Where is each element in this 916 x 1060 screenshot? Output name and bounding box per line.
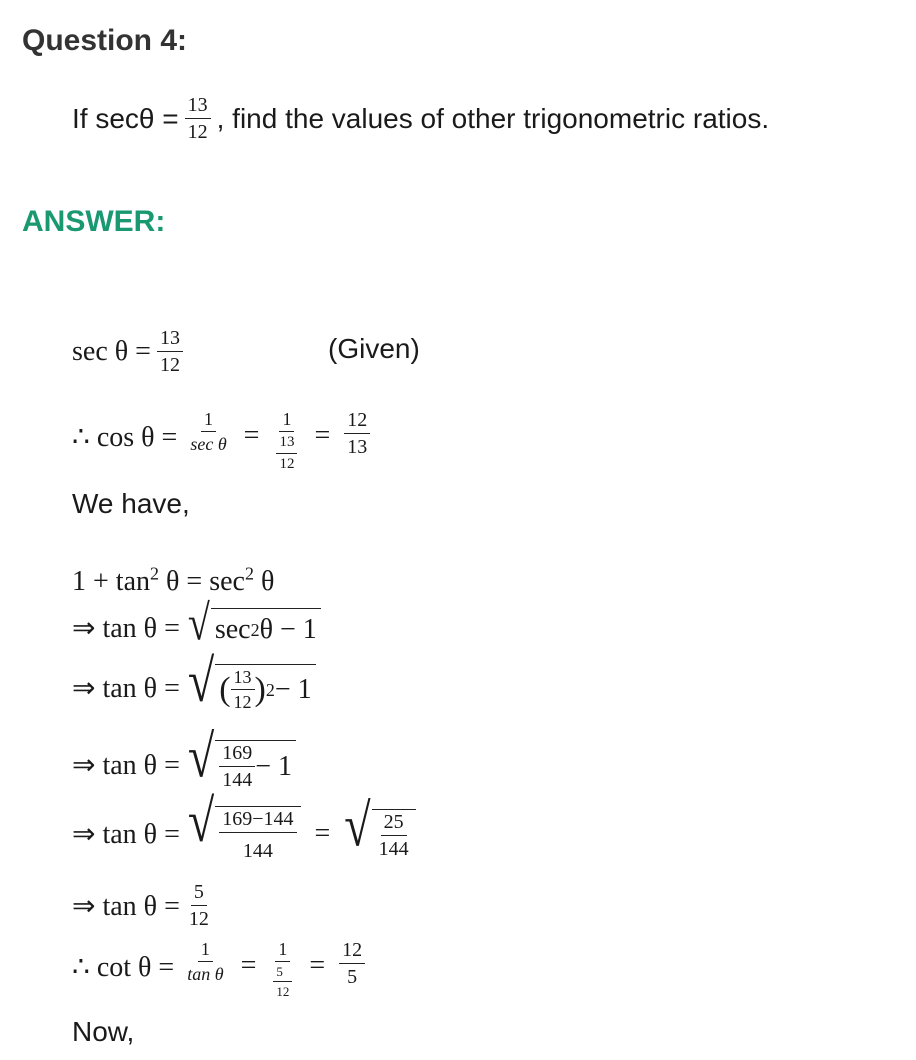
cos-fraction-1-den: sec θ [190, 434, 227, 454]
tan-2-lhs: ⇒ tan θ = [72, 673, 180, 704]
cot-fraction-3-den: 5 [347, 966, 358, 988]
radical-icon: √ [187, 648, 215, 715]
tan-2-fraction [231, 668, 255, 711]
step-tan-4 [72, 788, 416, 862]
tan-2-num: 13 [231, 668, 255, 690]
step-tan-1 [72, 594, 321, 651]
identity-sup-1: 2 [150, 563, 159, 584]
tan-4-lhs: ⇒ tan θ = [72, 818, 180, 850]
cos-fraction-2 [273, 410, 300, 472]
tan-3-minus: − 1 [255, 750, 293, 782]
now-label: Now, [72, 1016, 135, 1047]
we-have: We have, [72, 488, 190, 519]
question-line [72, 95, 769, 142]
tan-2-sqrt [187, 648, 316, 715]
step-sec [72, 328, 183, 375]
tan-5-lhs: ⇒ tan θ = [72, 890, 180, 922]
tan-4-fraction-2 [376, 812, 412, 859]
question-fraction-num: 13 [185, 95, 211, 119]
tan-3-sqrt [187, 723, 296, 791]
cot-inner-num: 5 [273, 965, 292, 982]
step-cot [72, 940, 365, 998]
question-suffix: , find the values of other trigonometric ratios. [216, 102, 770, 134]
tan-4-den: 144 [242, 840, 273, 862]
step-cos [72, 410, 370, 472]
cos-fraction-3-den: 13 [347, 436, 368, 458]
sec-fraction-den: 12 [159, 354, 180, 376]
answer-label: ANSWER: [22, 205, 166, 238]
cos-fraction-2-den [273, 432, 300, 472]
cos-inner-num: 13 [276, 435, 297, 454]
tan-4-r-num: 25 [381, 812, 407, 836]
cos-fraction-1-num: 1 [201, 410, 216, 432]
cot-equals-1: = [240, 950, 257, 981]
tan-4-num: 169−144 [219, 809, 296, 833]
identity-part-3: θ [253, 566, 275, 597]
paren-close: ) [254, 670, 266, 708]
tan-3-den: 144 [222, 769, 253, 791]
cot-fraction-3 [339, 940, 365, 987]
cos-fraction-2-num: 1 [279, 410, 294, 432]
tan-3-fraction [219, 743, 255, 790]
cot-equals-2: = [309, 950, 326, 981]
tan-1-radicand: sec 2 θ − 1 [211, 608, 321, 648]
tan-4-radicand-2 [372, 809, 416, 859]
tan-1-sqrt [187, 594, 321, 651]
cot-lhs: ∴ cot θ = [72, 952, 175, 983]
radical-icon: √ [187, 788, 215, 855]
cot-fraction-1-num: 1 [198, 940, 213, 962]
tan-4-sqrt-1 [187, 788, 301, 862]
tan-5-den: 12 [188, 908, 209, 930]
identity-line [72, 563, 275, 598]
sec-fraction-num: 13 [157, 328, 183, 352]
identity-part-2: θ = sec [159, 566, 245, 597]
tan-3-num: 169 [219, 743, 255, 767]
cos-equals-1: = [243, 420, 260, 451]
sec-lhs: sec θ = [72, 335, 151, 367]
question-prefix: If secθ = [72, 102, 179, 134]
cos-fraction-3 [344, 410, 370, 457]
step-tan-5 [72, 882, 212, 929]
question-fraction-den: 12 [187, 121, 208, 143]
question-fraction [185, 95, 211, 142]
cot-fraction-1 [184, 940, 226, 983]
tan-1-rad-sec: sec [214, 613, 251, 645]
tan-4-equals: = [314, 817, 331, 849]
identity-sup-2: 2 [244, 563, 254, 584]
tan-4-radicand-1 [215, 806, 300, 861]
cos-fraction-3-num: 12 [344, 410, 370, 434]
cot-fraction-2 [270, 940, 295, 998]
cot-inner-den: 12 [276, 984, 290, 999]
cos-equals-2: = [314, 420, 331, 451]
cot-fraction-2-den [270, 962, 295, 998]
tan-3-lhs: ⇒ tan θ = [72, 750, 180, 781]
radical-icon: √ [187, 594, 210, 651]
question-title: Question 4: [22, 24, 188, 57]
tan-5-fraction [186, 882, 212, 929]
cot-fraction-2-num: 1 [275, 940, 290, 962]
cos-lhs: ∴ cos θ = [72, 422, 178, 453]
radical-icon: √ [344, 792, 371, 859]
tan-4-sqrt-2 [344, 792, 415, 860]
tan-2-radicand: ( $\frac{13}{12}$ ) 2 − 1 [215, 664, 315, 712]
cos-inner-den: 12 [279, 456, 295, 472]
given-note: (Given) [328, 333, 420, 364]
tan-1-lhs: ⇒ tan θ = [72, 613, 180, 644]
cot-fraction-1-den: tan θ [187, 964, 224, 984]
tan-4-fraction-1 [219, 809, 296, 861]
step-tan-3 [72, 723, 296, 791]
step-tan-2 [72, 648, 316, 715]
cos-fraction-1 [187, 410, 229, 453]
radical-icon: √ [187, 723, 215, 790]
paren-open: ( [219, 670, 231, 708]
identity-part-1: 1 + tan [72, 566, 150, 597]
tan-4-r-den: 144 [378, 837, 409, 860]
sec-fraction [157, 328, 183, 375]
tan-2-minus: − 1 [274, 673, 312, 705]
tan-3-radicand [215, 740, 296, 790]
tan-5-num: 5 [191, 882, 207, 906]
cot-fraction-3-num: 12 [339, 940, 365, 964]
tan-2-den: 12 [233, 692, 252, 712]
tan-1-rad-end: θ − 1 [259, 613, 317, 645]
